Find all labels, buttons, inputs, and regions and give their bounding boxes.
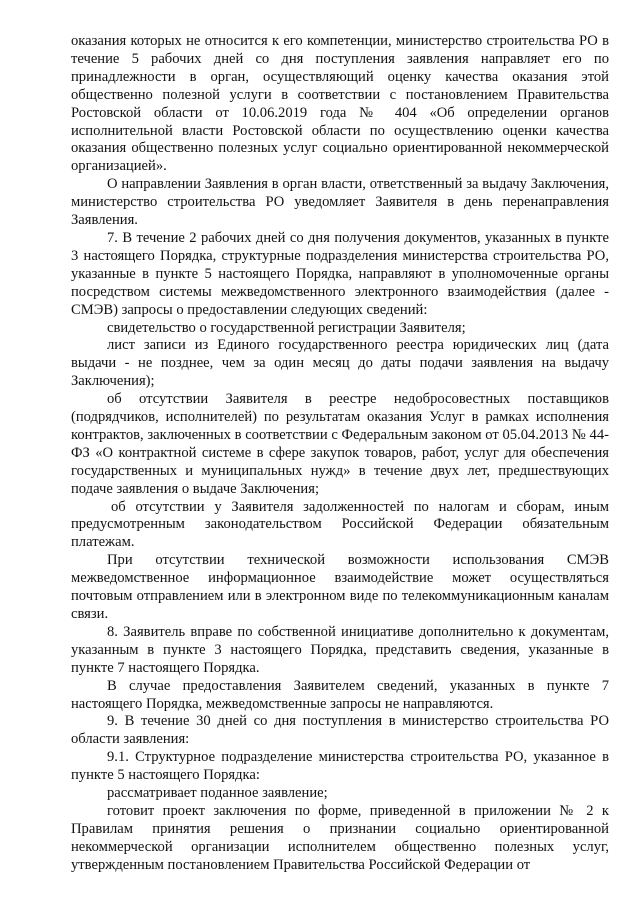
paragraph-reviews-application: рассматривает поданное заявление;	[107, 785, 328, 802]
paragraph-unreliable-suppliers: об отсутствии Заявителя в реестре недобросовестных поставщиков (подрядчиков, исполнителей) по результатам оказания Услуг в рамках исполнения контрактов, заключенных в соответствии с Федеральным законом от 05.04.2013 № 44-ФЗ «О контрактной системе в сфере закупок товаров, работ, услуг для обеспечения государственных и муниципальных нужд» в течение двух лет, предшествующих подаче заявления о выдаче Заключения;	[71, 391, 609, 497]
paragraph-continuation: оказания которых не относится к его компетенции, министерство строительства РО в течение 5 рабочих дней со дня поступления заявления направляет его по принадлежности в орган, осуществляющий оценку качества оказания этой общественно полезной услуги в соответствии с постановлением Правительства Ростовской области от 10.06.2019 года № 404 «Об определении органов исполнительной власти Ростовской области по осуществлению оценки качества оказания общественно полезных услуг социально ориентированной некоммерческой организацией».	[71, 33, 609, 175]
paragraph-requests-not-sent: В случае предоставления Заявителем сведений, указанных в пункте 7 настоящего Порядка, межведомственные запросы не направляются.	[71, 677, 609, 712]
paragraph-prepares-draft: готовит проект заключения по форме, приведенной в приложении № 2 к Правилам принятия решения о признании социально ориентированной некоммерческой организации исполнителем общественно полезных услуг, утвержденным постановлением Правительства Российской Федерации от	[71, 802, 609, 873]
document-body	[71, 33, 609, 875]
paragraph-item-9: 9. В течение 30 дней со дня поступления в министерство строительства РО области заявления:	[71, 713, 609, 748]
paragraph-redirect-notice: О направлении Заявления в орган власти, ответственный за выдачу Заключения, министерство строительства РО уведомляет Заявителя в день перенаправления Заявления.	[71, 176, 609, 229]
paragraph-item-8: 8. Заявитель вправе по собственной инициативе дополнительно к документам, указанным в пункте 3 настоящего Порядка, представить сведения, указанные в пункте 7 настоящего Порядка.	[71, 623, 609, 676]
paragraph-item-9-1: 9.1. Структурное подразделение министерства строительства РО, указанное в пункте 5 настоящего Порядка:	[71, 749, 609, 784]
paragraph-tax-debts: об отсутствии у Заявителя задолженностей по налогам и сборам, иным предусмотренным законодательством Российской Федерации обязательным платежам.	[71, 498, 609, 551]
paragraph-egrul-record: лист записи из Единого государственного реестра юридических лиц (дата выдачи - не позднее, чем за один месяц до даты подачи заявления на выдачу Заключения);	[71, 337, 609, 390]
paragraph-item-7: 7. В течение 2 рабочих дней со дня получения документов, указанных в пункте 3 настоящего Порядка, структурные подразделения министерства строительства РО, указанные в пункте 5 настоящего Порядка, направляют в уполномоченные органы посредством системы межведомственного электронного взаимодействия (далее - СМЭВ) запросы о предоставлении следующих сведений:	[71, 229, 609, 318]
paragraph-registration-certificate: свидетельство о государственной регистрации Заявителя;	[107, 319, 466, 336]
paragraph-smev-unavailable: При отсутствии технической возможности использования СМЭВ межведомственное информационное взаимодействие может осуществляться почтовым отправлением или в электронном виде по телекоммуникационным каналам связи.	[71, 552, 609, 622]
